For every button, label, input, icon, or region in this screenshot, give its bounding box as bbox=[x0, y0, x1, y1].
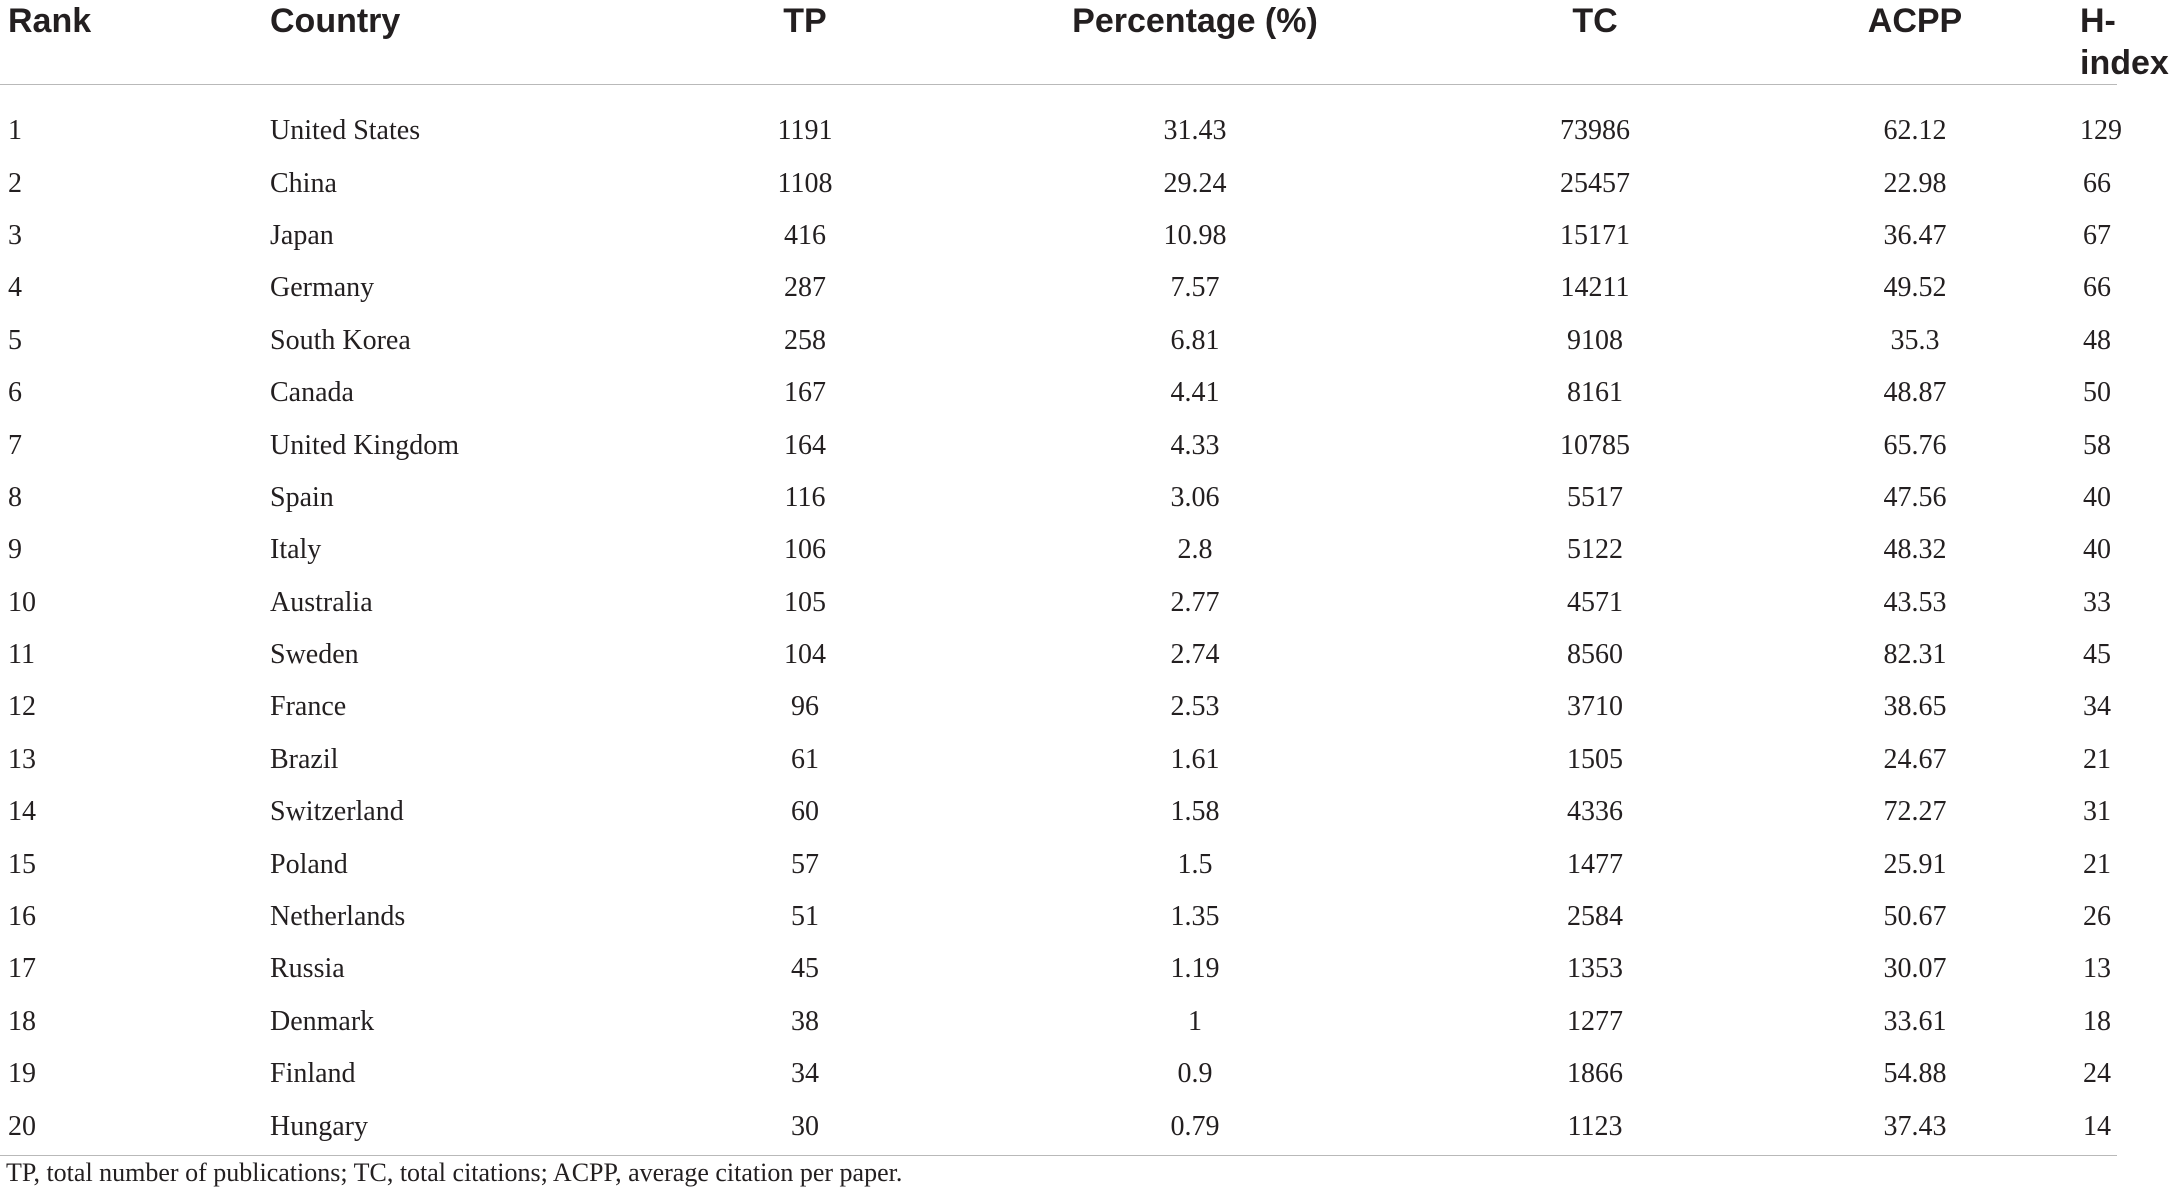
cell-tc: 25457 bbox=[1560, 167, 1630, 199]
table-row bbox=[0, 734, 2117, 786]
cell-acpp: 33.61 bbox=[1883, 1005, 1947, 1037]
cell-acpp: 36.47 bbox=[1883, 219, 1947, 251]
cell-percentage: 6.81 bbox=[1170, 324, 1220, 356]
cell-country: Russia bbox=[270, 953, 345, 985]
header-percentage: Percentage (%) bbox=[950, 0, 1440, 85]
cell-tc: 2584 bbox=[1567, 901, 1623, 933]
table-row bbox=[0, 838, 2117, 890]
cell-h-index: 18 bbox=[2083, 1005, 2111, 1037]
cell-tc: 5517 bbox=[1567, 481, 1623, 513]
cell-country: Brazil bbox=[270, 743, 339, 775]
cell-acpp: 49.52 bbox=[1883, 272, 1947, 304]
cell-tp: 106 bbox=[784, 534, 826, 566]
cell-acpp: 50.67 bbox=[1883, 901, 1947, 933]
cell-country: Finland bbox=[270, 1058, 356, 1090]
cell-tp: 258 bbox=[784, 324, 826, 356]
cell-h-index: 24 bbox=[2083, 1058, 2111, 1090]
cell-tc: 1477 bbox=[1567, 848, 1623, 880]
cell-tc: 5122 bbox=[1567, 534, 1623, 566]
cell-rank: 2 bbox=[8, 167, 22, 199]
cell-h-index: 50 bbox=[2083, 377, 2111, 409]
cell-acpp: 82.31 bbox=[1883, 639, 1947, 671]
cell-rank: 7 bbox=[8, 429, 22, 461]
cell-percentage: 1 bbox=[1188, 1005, 1202, 1037]
cell-h-index: 45 bbox=[2083, 639, 2111, 671]
table-row bbox=[0, 85, 2117, 158]
table-row bbox=[0, 629, 2117, 681]
cell-acpp: 62.12 bbox=[1883, 115, 1947, 147]
cell-country: Netherlands bbox=[270, 901, 406, 933]
cell-tc: 14211 bbox=[1560, 272, 1630, 304]
cell-rank: 11 bbox=[8, 639, 35, 671]
cell-tc: 4336 bbox=[1567, 796, 1623, 828]
cell-tp: 60 bbox=[791, 796, 819, 828]
cell-country: Hungary bbox=[270, 1100, 660, 1155]
table-row bbox=[0, 262, 2117, 314]
cell-tc: 1123 bbox=[1440, 1100, 1750, 1155]
cell-percentage: 2.74 bbox=[1170, 639, 1220, 671]
cell-acpp: 35.3 bbox=[1890, 324, 1940, 356]
cell-acpp: 22.98 bbox=[1883, 167, 1947, 199]
cell-country: China bbox=[270, 167, 337, 199]
table-row bbox=[0, 786, 2117, 838]
table-row bbox=[0, 157, 2117, 209]
cell-percentage: 29.24 bbox=[1163, 167, 1227, 199]
cell-tp: 105 bbox=[784, 586, 826, 618]
cell-rank: 1 bbox=[8, 115, 22, 147]
cell-rank: 8 bbox=[8, 481, 22, 513]
cell-country: Denmark bbox=[270, 1005, 375, 1037]
cell-acpp: 48.87 bbox=[1883, 377, 1947, 409]
table-row bbox=[0, 577, 2117, 629]
cell-percentage: 1.5 bbox=[1177, 848, 1213, 880]
table-header bbox=[0, 0, 2169, 85]
cell-tp: 287 bbox=[784, 272, 826, 304]
cell-tc: 1353 bbox=[1567, 953, 1623, 985]
table-row bbox=[0, 681, 2117, 733]
cell-rank: 3 bbox=[8, 219, 22, 251]
header-h-index: H-index bbox=[2080, 0, 2117, 85]
cell-country: United Kingdom bbox=[270, 429, 459, 461]
cell-h-index: 129 bbox=[2080, 115, 2122, 147]
table-row bbox=[0, 996, 2117, 1048]
table-row bbox=[0, 472, 2117, 524]
cell-acpp: 72.27 bbox=[1883, 796, 1947, 828]
cell-rank: 10 bbox=[8, 586, 36, 618]
cell-rank: 13 bbox=[8, 743, 36, 775]
cell-country: Spain bbox=[270, 481, 334, 513]
cell-tp: 164 bbox=[784, 429, 826, 461]
cell-tp: 61 bbox=[791, 743, 819, 775]
cell-acpp: 38.65 bbox=[1883, 691, 1947, 723]
cell-tc: 8560 bbox=[1567, 639, 1623, 671]
cell-tp: 116 bbox=[784, 481, 826, 513]
header-rank: Rank bbox=[0, 0, 270, 85]
cell-rank: 19 bbox=[8, 1058, 36, 1090]
cell-acpp: 54.88 bbox=[1883, 1058, 1947, 1090]
cell-rank: 18 bbox=[8, 1005, 36, 1037]
header-country: Country bbox=[270, 0, 660, 85]
table-row bbox=[0, 1048, 2117, 1100]
cell-country: Poland bbox=[270, 848, 348, 880]
cell-tc: 15171 bbox=[1560, 219, 1630, 251]
cell-tp: 167 bbox=[784, 377, 826, 409]
cell-percentage: 7.57 bbox=[1170, 272, 1220, 304]
cell-h-index: 40 bbox=[2083, 481, 2111, 513]
cell-country: Sweden bbox=[270, 639, 359, 671]
cell-tp: 1191 bbox=[777, 115, 833, 147]
cell-tp: 104 bbox=[784, 639, 826, 671]
cell-percentage: 4.41 bbox=[1170, 377, 1220, 409]
header-acpp: ACPP bbox=[1750, 0, 2080, 85]
cell-percentage: 1.58 bbox=[1170, 796, 1220, 828]
cell-h-index: 67 bbox=[2083, 219, 2111, 251]
cell-tc: 4571 bbox=[1567, 586, 1623, 618]
cell-tc: 1866 bbox=[1567, 1058, 1623, 1090]
cell-tp: 45 bbox=[791, 953, 819, 985]
cell-tp: 38 bbox=[791, 1005, 819, 1037]
cell-rank: 17 bbox=[8, 953, 36, 985]
cell-rank: 9 bbox=[8, 534, 22, 566]
cell-acpp: 25.91 bbox=[1883, 848, 1947, 880]
cell-tp: 34 bbox=[791, 1058, 819, 1090]
cell-h-index: 66 bbox=[2083, 272, 2111, 304]
cell-tp: 57 bbox=[791, 848, 819, 880]
cell-percentage: 0.79 bbox=[950, 1100, 1440, 1155]
cell-tp: 30 bbox=[660, 1100, 950, 1155]
cell-rank: 14 bbox=[8, 796, 36, 828]
cell-tp: 51 bbox=[791, 901, 819, 933]
cell-percentage: 4.33 bbox=[1170, 429, 1220, 461]
cell-tc: 73986 bbox=[1560, 115, 1630, 147]
cell-percentage: 2.8 bbox=[1177, 534, 1213, 566]
cell-h-index: 40 bbox=[2083, 534, 2111, 566]
cell-tc: 3710 bbox=[1567, 691, 1623, 723]
table-row bbox=[0, 524, 2117, 576]
cell-tc: 8161 bbox=[1567, 377, 1623, 409]
cell-percentage: 1.35 bbox=[1170, 901, 1220, 933]
cell-country: Japan bbox=[270, 219, 334, 251]
cell-percentage: 2.53 bbox=[1170, 691, 1220, 723]
table-row bbox=[0, 943, 2117, 995]
cell-acpp: 48.32 bbox=[1883, 534, 1947, 566]
cell-percentage: 1.19 bbox=[1170, 953, 1220, 985]
cell-tc: 9108 bbox=[1567, 324, 1623, 356]
cell-country: Italy bbox=[270, 534, 322, 566]
table-row bbox=[0, 315, 2117, 367]
cell-rank: 16 bbox=[8, 901, 36, 933]
header-tc: TC bbox=[1440, 0, 1750, 85]
table-body bbox=[0, 85, 2122, 1156]
cell-country: Canada bbox=[270, 377, 354, 409]
table-row bbox=[0, 1100, 2117, 1155]
cell-country: Germany bbox=[270, 272, 375, 304]
cell-country: France bbox=[270, 691, 347, 723]
table-footnote: TP, total number of publications; TC, total citations; ACPP, average citation per paper. bbox=[6, 1158, 903, 1187]
cell-acpp: 30.07 bbox=[1883, 953, 1947, 985]
cell-h-index: 31 bbox=[2083, 796, 2111, 828]
table-row bbox=[0, 210, 2117, 262]
cell-h-index: 21 bbox=[2083, 848, 2111, 880]
cell-percentage: 31.43 bbox=[1163, 115, 1227, 147]
cell-acpp: 65.76 bbox=[1883, 429, 1947, 461]
header-row bbox=[0, 0, 2117, 85]
cell-percentage: 3.06 bbox=[1170, 481, 1220, 513]
cell-rank: 12 bbox=[8, 691, 36, 723]
cell-h-index: 33 bbox=[2083, 586, 2111, 618]
cell-country: Switzerland bbox=[270, 796, 404, 828]
header-tp: TP bbox=[660, 0, 950, 85]
cell-rank: 4 bbox=[8, 272, 22, 304]
cell-rank: 6 bbox=[8, 377, 22, 409]
cell-rank: 15 bbox=[8, 848, 36, 880]
cell-h-index: 58 bbox=[2083, 429, 2111, 461]
cell-h-index: 48 bbox=[2083, 324, 2111, 356]
cell-acpp: 47.56 bbox=[1883, 481, 1947, 513]
cell-h-index: 21 bbox=[2083, 743, 2111, 775]
cell-tc: 1277 bbox=[1567, 1005, 1623, 1037]
cell-tc: 1505 bbox=[1567, 743, 1623, 775]
cell-h-index: 26 bbox=[2083, 901, 2111, 933]
cell-tp: 96 bbox=[791, 691, 819, 723]
table-row bbox=[0, 891, 2117, 943]
cell-acpp: 24.67 bbox=[1883, 743, 1947, 775]
cell-acpp: 37.43 bbox=[1750, 1100, 2080, 1155]
cell-h-index: 14 bbox=[2080, 1100, 2117, 1155]
cell-h-index: 13 bbox=[2083, 953, 2111, 985]
cell-percentage: 2.77 bbox=[1170, 586, 1220, 618]
cell-rank: 5 bbox=[8, 324, 22, 356]
cell-rank: 20 bbox=[0, 1100, 270, 1155]
cell-country: South Korea bbox=[270, 324, 411, 356]
cell-tp: 416 bbox=[784, 219, 826, 251]
cell-acpp: 43.53 bbox=[1883, 586, 1947, 618]
cell-country: United States bbox=[270, 115, 421, 147]
table-row bbox=[0, 367, 2117, 419]
cell-tc: 10785 bbox=[1560, 429, 1630, 461]
cell-h-index: 66 bbox=[2083, 167, 2111, 199]
cell-country: Australia bbox=[270, 586, 373, 618]
cell-tp: 1108 bbox=[777, 167, 833, 199]
cell-h-index: 34 bbox=[2083, 691, 2111, 723]
cell-percentage: 1.61 bbox=[1170, 743, 1220, 775]
cell-percentage: 0.9 bbox=[1177, 1058, 1213, 1090]
table-row bbox=[0, 419, 2117, 471]
cell-percentage: 10.98 bbox=[1163, 219, 1227, 251]
